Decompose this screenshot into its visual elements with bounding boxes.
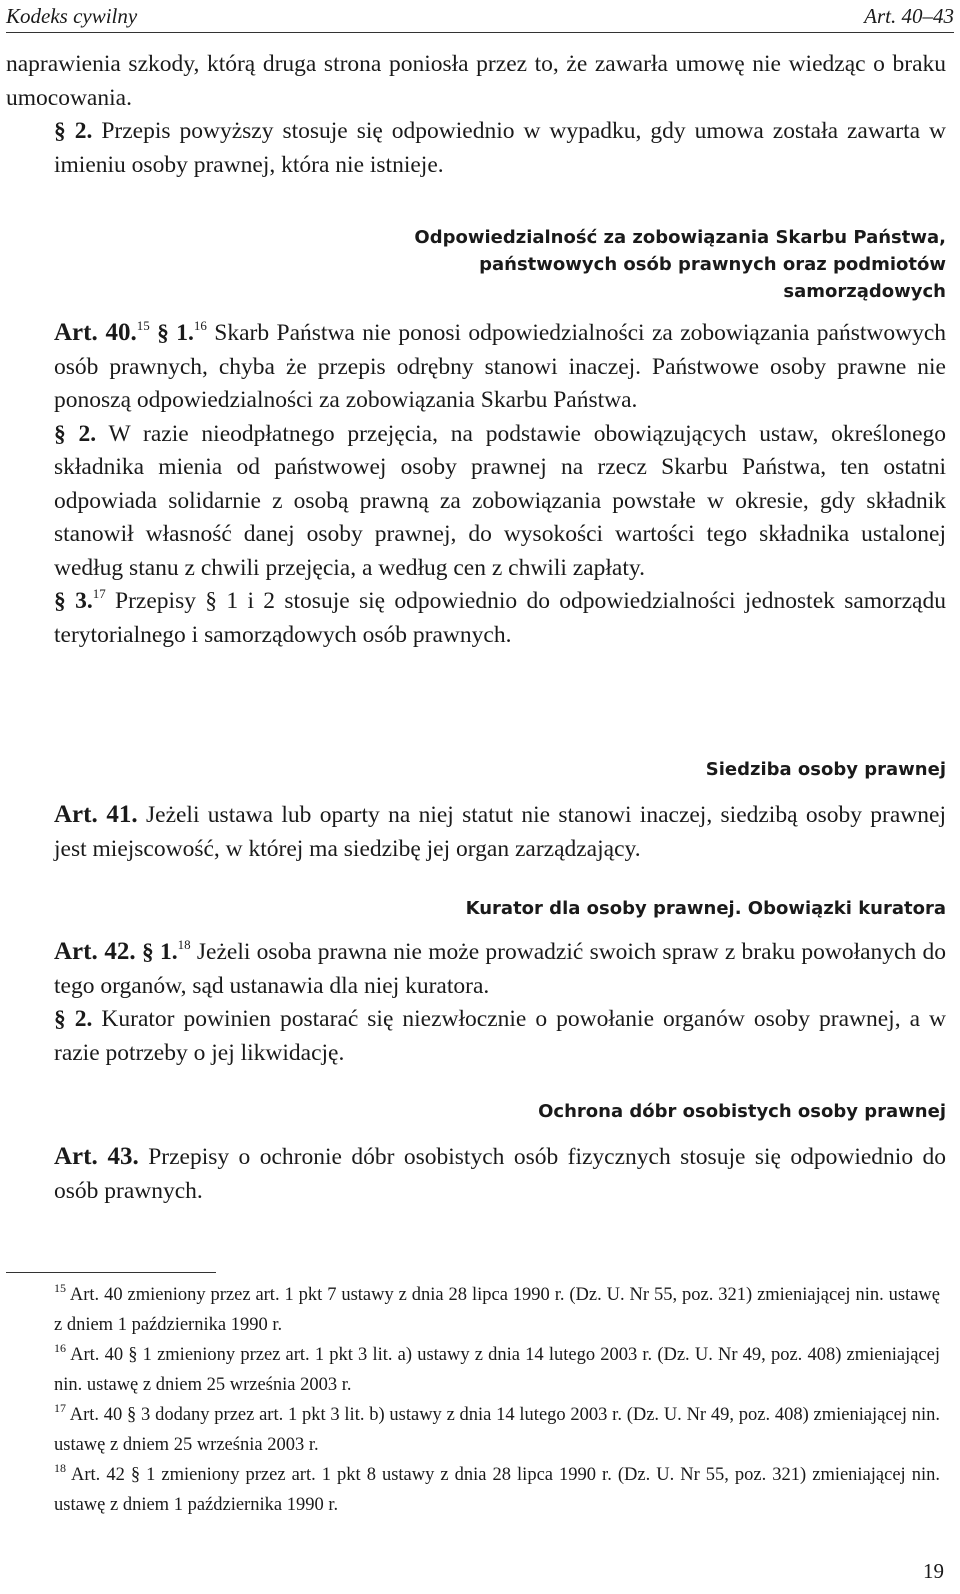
- section-number: § 1.: [157, 320, 194, 346]
- art42-paragraph-2: [6, 1003, 946, 1070]
- heading-art-40: [414, 224, 946, 305]
- footnote-ref[interactable]: 17: [92, 586, 106, 601]
- section-number: § 2.: [54, 1006, 93, 1032]
- footnote-number: 18: [54, 1461, 66, 1475]
- paragraph-text: Przepis powyższy stosuje się odpowiednio w wypadku, gdy umowa została zawarta w imieniu osoby prawnej, która nie istnieje.: [54, 118, 946, 178]
- footnote-text: Art. 40 § 3 dodany przez art. 1 pkt 3 lit. b) ustawy z dnia 14 lutego 2003 r. (Dz. U. Nr 49, poz. 408) zmieniającej nin. ustawę z dniem 25 września 2003 r.: [54, 1405, 940, 1455]
- footnote-ref[interactable]: 18: [177, 937, 191, 952]
- header-article-range: Art. 40–43: [864, 4, 954, 28]
- footnote-ref[interactable]: 15: [136, 318, 150, 333]
- section-number: § 1.: [141, 939, 178, 965]
- article-42: [6, 935, 946, 1070]
- footnote: [6, 1340, 940, 1400]
- running-header: [6, 2, 954, 33]
- paragraph-text: Jeżeli ustawa lub oparty na niej statut nie stanowi inaczej, siedzibą osoby prawnej jest miejscowość, w której ma siedzibę jej organ zarządzający.: [54, 802, 946, 862]
- article-41: [6, 798, 946, 866]
- footnote-ref[interactable]: 16: [193, 318, 207, 333]
- art40-paragraph-1: [6, 316, 946, 418]
- article-40: [6, 316, 946, 652]
- section-number: § 3.: [54, 588, 93, 614]
- continuation-block: [6, 48, 946, 182]
- section-number: § 2.: [54, 118, 93, 144]
- footnote-text: Art. 40 § 1 zmieniony przez art. 1 pkt 3 lit. a) ustawy z dnia 14 lutego 2003 r. (Dz. U. Nr 49, poz. 408) zmieniającej nin. ustawę z dniem 25 września 2003 r.: [54, 1345, 940, 1395]
- paragraph-text: Przepisy o ochronie dóbr osobistych osób fizycznych stosuje się odpowiednio do osób prawnych.: [54, 1144, 946, 1204]
- footnote-number: 15: [54, 1281, 66, 1295]
- footnote-text: Art. 40 zmieniony przez art. 1 pkt 7 ustawy z dnia 28 lipca 1990 r. (Dz. U. Nr 55, poz. 321) zmieniającej nin. ustawę z dniem 1 października 1990 r.: [54, 1285, 940, 1335]
- art42-paragraph-1: [6, 935, 946, 1003]
- footnote: [6, 1460, 940, 1520]
- paragraph-text: Skarb Państwa nie ponosi odpowiedzialności za zobowiązania państwowych osób prawnych, chyba że przepis odrębny stanowi inaczej. Państwowe osoby prawne nie ponoszą odpowiedzialności za zobowiązania Skarbu Państwa.: [54, 320, 947, 413]
- section-number: § 2.: [54, 420, 97, 447]
- article-label: Art. 40.: [54, 319, 137, 346]
- heading-line: państwowych osób prawnych oraz podmiotów: [479, 254, 946, 275]
- footnote-number: 17: [54, 1401, 66, 1415]
- heading-line: Odpowiedzialność za zobowiązania Skarbu Państwa,: [414, 227, 946, 248]
- page-number: 19: [923, 1559, 944, 1583]
- heading-art-42: Kurator dla osoby prawnej. Obowiązki kuratora: [465, 898, 946, 919]
- heading-line: samorządowych: [783, 281, 946, 302]
- heading-art-41: Siedziba osoby prawnej: [705, 759, 946, 780]
- paragraph-text: W razie nieodpłatnego przejęcia, na podstawie obowiązujących ustaw, określonego składnika mienia od państwowej osoby prawnej na rzecz Skarbu Państwa, ten ostatni odpowiada solidarnie z osobą prawną za zobowiązania powstałe w okresie, gdy składnik stanowił własność danej osoby prawnej, do wysokości wartości tego składnika ustalonej według stanu z chwili przejęcia, a według cen z chwili zapłaty.: [54, 420, 947, 581]
- heading-art-43: Ochrona dóbr osobistych osoby prawnej: [538, 1101, 946, 1122]
- article-label: Art. 41.: [54, 801, 138, 828]
- footnote-text: Art. 42 § 1 zmieniony przez art. 1 pkt 8 ustawy z dnia 28 lipca 1990 r. (Dz. U. Nr 55, poz. 321) zmieniającej nin. ustawę z dniem 1 października 1990 r.: [54, 1465, 940, 1515]
- continuation-paragraph: naprawienia szkody, którą druga strona poniosła przez to, że zawarła umowę nie wiedząc o braku umocowania.: [6, 51, 946, 111]
- footnote-number: 16: [54, 1341, 66, 1355]
- art40-paragraph-2: [6, 418, 946, 586]
- art41-paragraph: [6, 798, 946, 866]
- article-43: [6, 1140, 946, 1208]
- footnote: [6, 1280, 940, 1340]
- paragraph-text: Jeżeli osoba prawna nie może prowadzić swoich spraw z braku powołanych do tego organów, sąd ustanawia dla niej kuratora.: [54, 939, 946, 999]
- art39-paragraph-2: [6, 115, 946, 182]
- footnote: [6, 1400, 940, 1460]
- footnotes: [6, 1280, 940, 1520]
- header-title: Kodeks cywilny: [6, 4, 138, 28]
- art43-paragraph: [6, 1140, 946, 1208]
- footnote-separator: [6, 1272, 216, 1273]
- article-label: Art. 42.: [54, 938, 136, 965]
- art40-paragraph-3: [6, 585, 946, 652]
- article-label: Art. 43.: [54, 1143, 139, 1170]
- paragraph-text: Kurator powinien postarać się niezwłocznie o powołanie organów osoby prawnej, a w razie potrzeby o jej likwidację.: [54, 1006, 946, 1066]
- paragraph-text: Przepisy § 1 i 2 stosuje się odpowiednio do odpowiedzialności jednostek samorządu terytorialnego i samorządowych osób prawnych.: [54, 588, 946, 648]
